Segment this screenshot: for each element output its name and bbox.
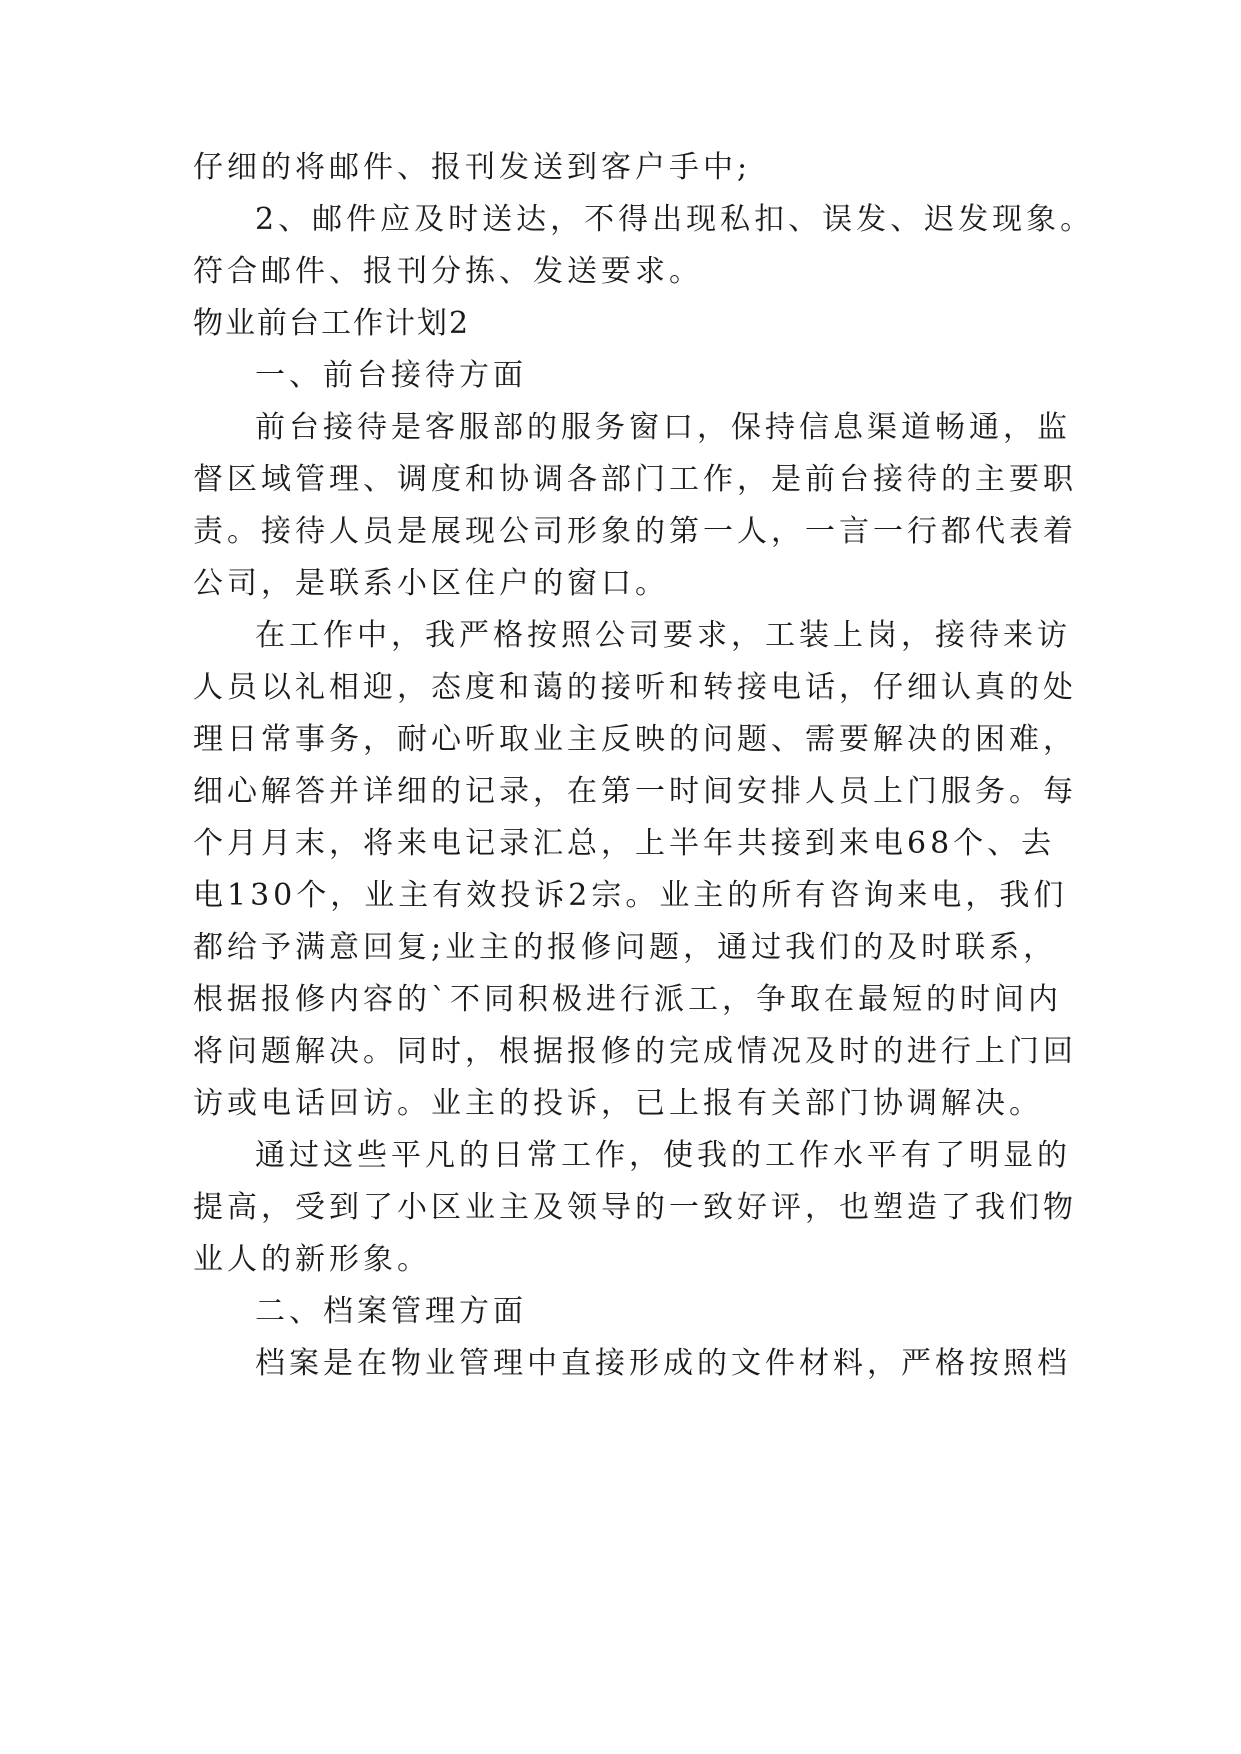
text-line-3: 符合邮件、报刊分拣、发送要求。 (193, 254, 703, 289)
paragraph-line: 在工作中，我严格按照公司要求，工装上岗，接待来访 (255, 618, 1071, 653)
text-line-2: 2、邮件应及时送达，不得出现私扣、误发、迟发现象。 (255, 202, 1095, 237)
paragraph-line: 督区域管理、调度和协调各部门工作，是前台接待的主要职 (193, 462, 1077, 497)
paragraph-line: 提高，受到了小区业主及领导的一致好评，也塑造了我们物 (193, 1190, 1077, 1225)
paragraph-line: 细心解答并详细的记录，在第一时间安排人员上门服务。每 (193, 774, 1077, 809)
subheading-archives: 二、档案管理方面 (255, 1294, 527, 1329)
paragraph-line: 业人的新形象。 (193, 1242, 431, 1277)
paragraph-line: 访或电话回访。业主的投诉，已上报有关部门协调解决。 (193, 1086, 1043, 1121)
paragraph-line: 责。接待人员是展现公司形象的第一人，一言一行都代表着 (193, 514, 1077, 549)
paragraph-line: 都给予满意回复;业主的报修问题，通过我们的及时联系， (193, 930, 1058, 965)
section-title: 物业前台工作计划2 (193, 306, 471, 341)
subheading-reception: 一、前台接待方面 (255, 358, 527, 393)
paragraph-line: 档案是在物业管理中直接形成的文件材料，严格按照档 (255, 1346, 1071, 1381)
paragraph-line: 前台接待是客服部的服务窗口，保持信息渠道畅通，监 (255, 410, 1071, 445)
paragraph-line: 将问题解决。同时，根据报修的完成情况及时的进行上门回 (193, 1034, 1077, 1069)
paragraph-line: 个月月末，将来电记录汇总，上半年共接到来电68个、去 (193, 826, 1056, 861)
paragraph-line: 公司，是联系小区住户的窗口。 (193, 566, 669, 601)
paragraph-line: 通过这些平凡的日常工作，使我的工作水平有了明显的 (255, 1138, 1071, 1173)
text-line-1: 仔细的将邮件、报刊发送到客户手中; (193, 150, 752, 185)
paragraph-line: 根据报修内容的`不同积极进行派工，争取在最短的时间内 (193, 982, 1062, 1017)
paragraph-line: 电130个，业主有效投诉2宗。业主的所有咨询来电，我们 (193, 878, 1068, 913)
paragraph-line: 理日常事务，耐心听取业主反映的问题、需要解决的困难， (193, 722, 1077, 757)
paragraph-line: 人员以礼相迎，态度和蔼的接听和转接电话，仔细认真的处 (193, 670, 1077, 705)
